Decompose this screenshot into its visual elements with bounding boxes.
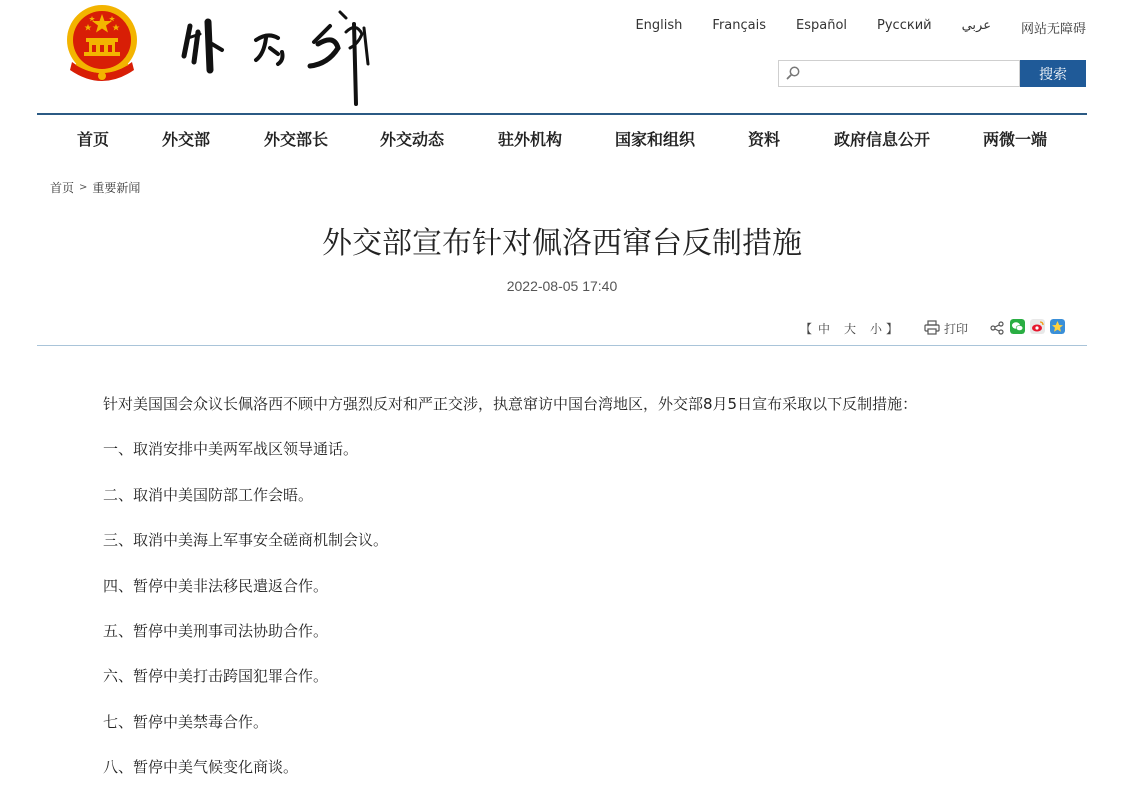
nav-item-social[interactable]: 两微一端 <box>983 130 1048 149</box>
main-nav <box>37 115 1087 159</box>
breadcrumb-section[interactable]: 重要新闻 <box>92 181 141 195</box>
article-paragraph: 七、暂停中美禁毒合作。 <box>103 712 269 731</box>
breadcrumb <box>50 179 140 196</box>
article-paragraph: 一、取消安排中美两军战区领导通话。 <box>103 440 359 459</box>
breadcrumb-home[interactable]: 首页 <box>50 181 75 195</box>
ministry-calligraphy-logo[interactable] <box>178 4 378 108</box>
nav-item-home[interactable]: 首页 <box>77 130 110 149</box>
search-input[interactable] <box>805 63 1019 85</box>
nav-item-minister[interactable]: 外交部长 <box>264 130 329 149</box>
search-icon <box>785 65 801 81</box>
lang-french-link[interactable]: Français <box>712 18 766 33</box>
nav-item-info-disclosure[interactable]: 政府信息公开 <box>834 130 931 149</box>
breadcrumb-separator: > <box>79 182 88 193</box>
nav-item-missions[interactable]: 驻外机构 <box>498 130 563 149</box>
article-paragraph: 三、取消中美海上军事安全磋商机制会议。 <box>103 531 389 550</box>
article-paragraph: 六、暂停中美打击跨国犯罪合作。 <box>103 667 329 686</box>
share-icon[interactable] <box>990 321 1004 335</box>
weibo-icon[interactable] <box>1030 319 1045 334</box>
lang-russian-link[interactable]: Русский <box>877 18 932 33</box>
qzone-icon[interactable] <box>1050 319 1065 334</box>
lang-arabic-link[interactable]: عربي <box>961 18 991 33</box>
article-paragraph: 四、暂停中美非法移民遣返合作。 <box>103 576 329 595</box>
lang-english-link[interactable]: English <box>635 18 683 33</box>
print-icon[interactable] <box>924 320 940 335</box>
article-paragraph: 五、暂停中美刑事司法协助合作。 <box>103 621 329 640</box>
wechat-icon[interactable] <box>1010 319 1025 334</box>
font-size-bracket-open: 【 <box>800 322 813 336</box>
nav-item-countries[interactable]: 国家和组织 <box>615 130 696 149</box>
font-size-large-button[interactable]: 中 <box>818 322 831 336</box>
language-switcher <box>605 18 1086 37</box>
article-paragraph: 针对美国国会众议长佩洛西不顾中方强烈反对和严正交涉，执意窜访中国台湾地区，外交部8月5日宣布采取以下反制措施： <box>103 395 918 413</box>
font-size-bracket-close: 】 <box>886 322 899 336</box>
article-date: 2022-08-05 17:40 <box>506 278 618 294</box>
font-size-medium-button[interactable]: 大 <box>844 322 857 336</box>
content-divider <box>37 345 1087 346</box>
accessibility-link[interactable]: 网站无障碍 <box>1020 22 1086 37</box>
search-bar <box>778 60 1086 87</box>
search-button[interactable]: 搜索 <box>1020 60 1086 87</box>
print-button[interactable]: 打印 <box>944 322 969 336</box>
nav-item-news[interactable]: 外交动态 <box>380 130 445 149</box>
article-paragraph: 二、取消中美国防部工作会晤。 <box>103 485 314 504</box>
site-header <box>0 0 1124 112</box>
article-body <box>103 390 1003 799</box>
article-title: 外交部宣布针对佩洛西窜台反制措施 <box>322 226 802 261</box>
search-box <box>778 60 1020 87</box>
lang-spanish-link[interactable]: Español <box>796 18 848 33</box>
font-size-small-button[interactable]: 小 <box>870 322 883 336</box>
national-emblem-icon[interactable] <box>64 4 140 84</box>
nav-item-ministry[interactable]: 外交部 <box>162 130 211 149</box>
nav-item-resources[interactable]: 资料 <box>748 130 781 149</box>
article-paragraph: 八、暂停中美气候变化商谈。 <box>103 758 299 777</box>
